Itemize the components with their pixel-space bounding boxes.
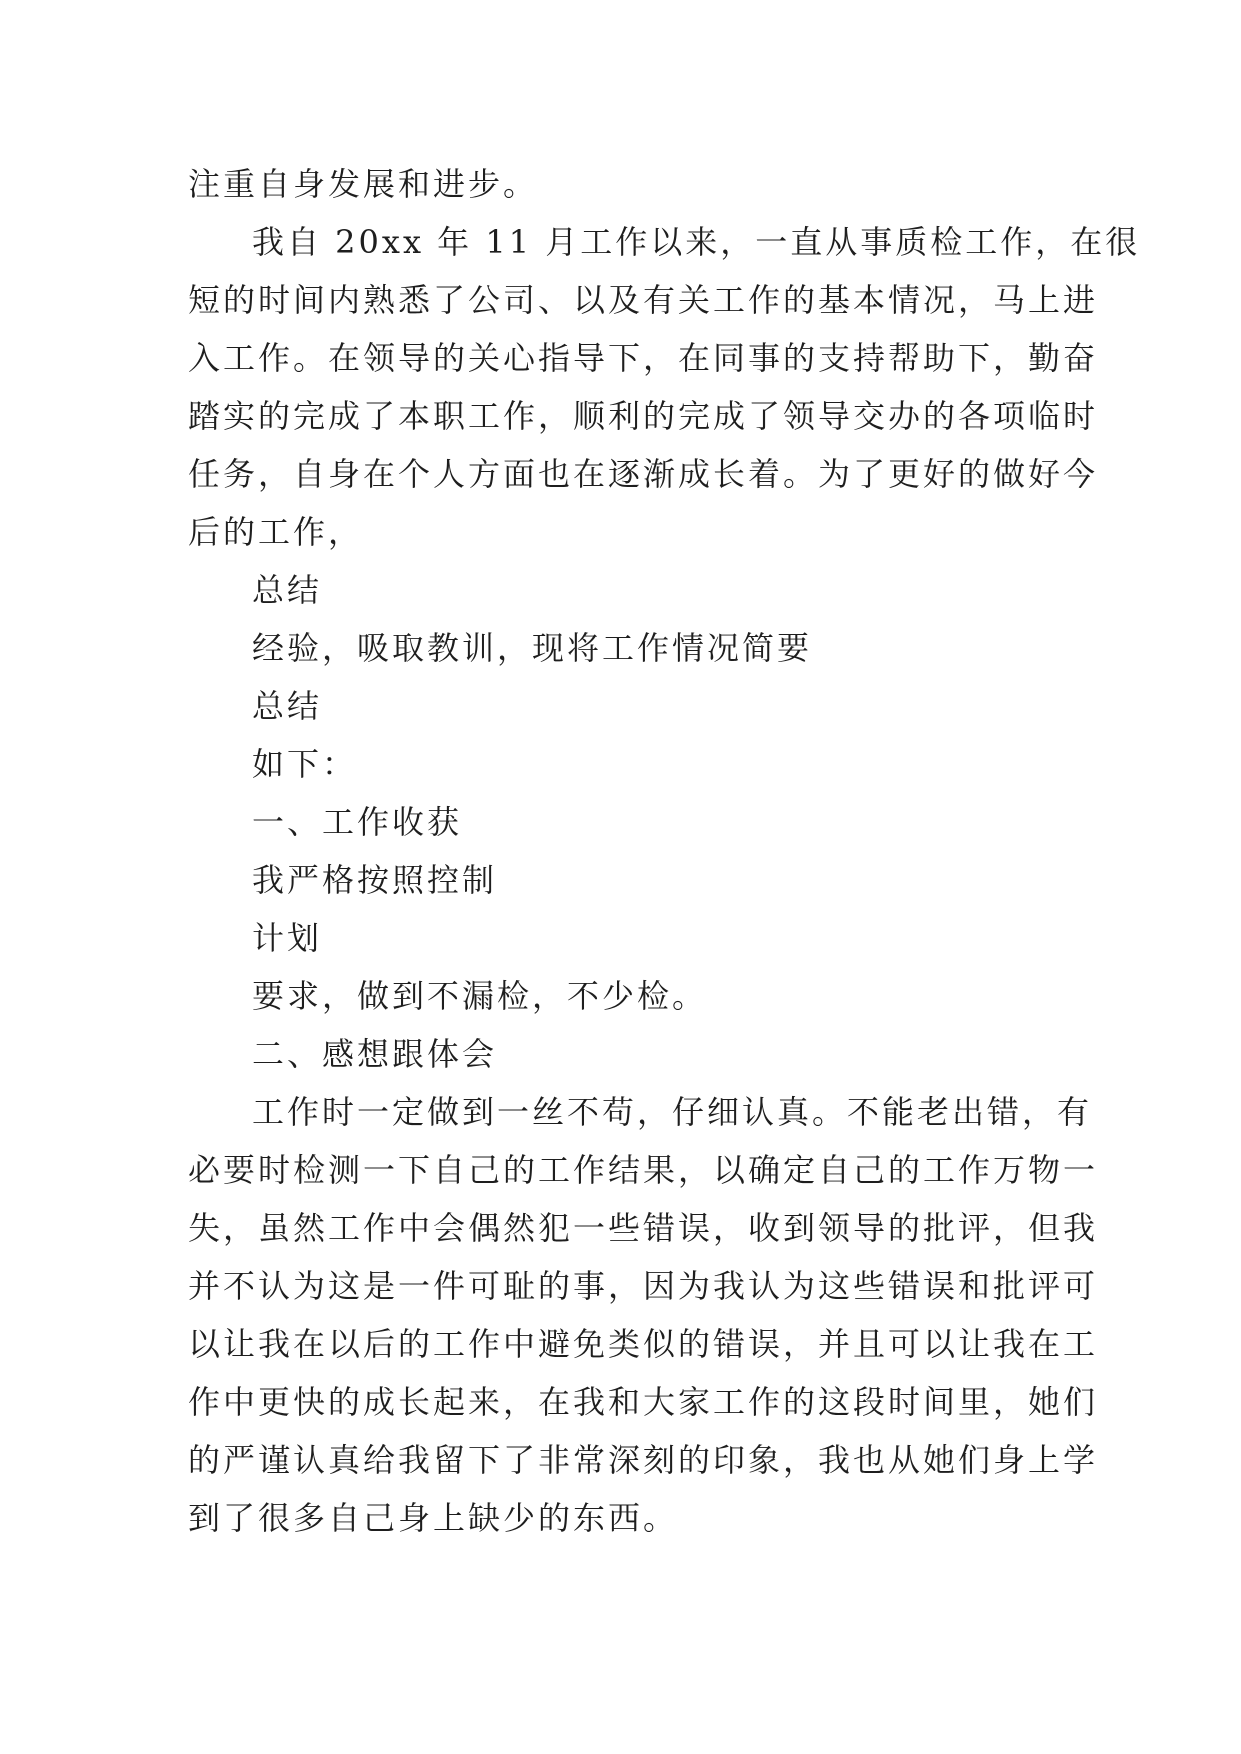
text-line: 后的工作， (188, 513, 364, 551)
text-line: 的严谨认真给我留下了非常深刻的印象，我也从她们身上学 (188, 1441, 1099, 1479)
text-line: 到了很多自己身上缺少的东西。 (188, 1499, 679, 1537)
text-line: 踏实的完成了本职工作，顺利的完成了领导交办的各项临时 (188, 397, 1099, 435)
text-line: 入工作。在领导的关心指导下，在同事的支持帮助下，勤奋 (188, 339, 1099, 377)
text-line: 注重自身发展和进步。 (188, 165, 539, 203)
text-line: 任务，自身在个人方面也在逐渐成长着。为了更好的做好今 (188, 455, 1099, 493)
text-line: 要求，做到不漏检，不少检。 (252, 977, 708, 1015)
text-line: 我严格按照控制 (252, 861, 498, 899)
text-line: 并不认为这是一件可耻的事，因为我认为这些错误和批评可 (188, 1267, 1099, 1305)
text-line: 总结 (252, 571, 323, 609)
text-line: 总结 (252, 687, 323, 725)
section-heading: 二、感想跟体会 (252, 1035, 498, 1073)
text-line: 我自 20xx 年 11 月工作以来，一直从事质检工作，在很 (252, 223, 1141, 261)
text-line: 以让我在以后的工作中避免类似的错误，并且可以让我在工 (188, 1325, 1099, 1363)
text-line: 失，虽然工作中会偶然犯一些错误，收到领导的批评，但我 (188, 1209, 1099, 1247)
text-line: 必要时检测一下自己的工作结果，以确定自己的工作万物一 (188, 1151, 1099, 1189)
text-line: 如下： (252, 745, 358, 783)
document-body (188, 155, 1141, 1547)
text-line: 经验，吸取教训，现将工作情况简要 (252, 629, 813, 667)
text-line: 作中更快的成长起来，在我和大家工作的这段时间里，她们 (188, 1383, 1099, 1421)
text-line: 短的时间内熟悉了公司、以及有关工作的基本情况，马上进 (188, 281, 1099, 319)
text-line: 计划 (252, 919, 323, 957)
section-heading: 一、工作收获 (252, 803, 463, 841)
text-line: 工作时一定做到一丝不苟，仔细认真。不能老出错，有 (252, 1093, 1093, 1131)
